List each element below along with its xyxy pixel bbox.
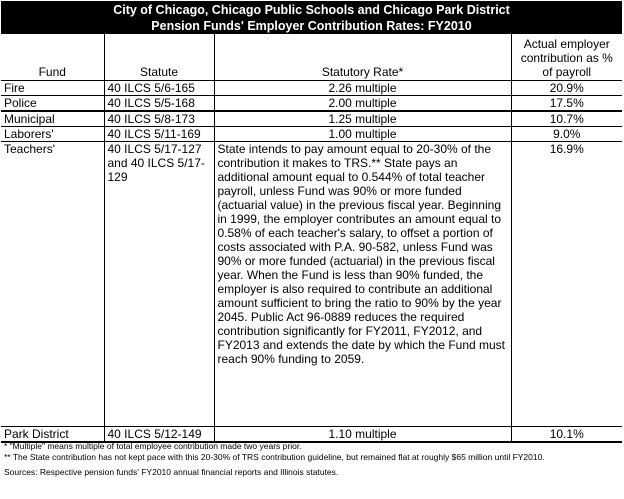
fund-cell: Police xyxy=(1,95,104,111)
actual-cell: 10.1% xyxy=(511,426,622,442)
table-row xyxy=(1,95,622,111)
actual-cell: 20.9% xyxy=(511,80,622,95)
statute-cell: 40 ILCS 5/5-168 xyxy=(104,95,214,111)
table-row xyxy=(1,426,622,442)
statute-cell: 40 ILCS 5/17-127 and 40 ILCS 5/17-129 xyxy=(104,141,214,426)
title-line-2: Pension Funds' Employer Contribution Rates: FY2010 xyxy=(151,19,472,33)
footnotes xyxy=(4,441,620,478)
header-actual-contribution: Actual employer contribution as % of payroll xyxy=(511,34,622,80)
table-row xyxy=(1,111,622,127)
header-statute: Statute xyxy=(104,34,214,80)
statute-cell: 40 ILCS 5/12-149 xyxy=(104,426,214,442)
table-row xyxy=(1,141,622,426)
rate-cell: 1.25 multiple xyxy=(214,111,511,127)
table-row xyxy=(1,80,622,95)
table-row xyxy=(1,126,622,141)
rate-cell: 2.26 multiple xyxy=(214,80,511,95)
rate-cell: 2.00 multiple xyxy=(214,95,511,111)
title-line-1: City of Chicago, Chicago Public Schools and Chicago Park District xyxy=(113,3,510,17)
fund-cell: Municipal xyxy=(1,111,104,127)
rate-cell: 1.10 multiple xyxy=(214,426,511,442)
header-statutory-rate: Statutory Rate* xyxy=(214,34,511,80)
fund-cell: Laborers' xyxy=(1,126,104,141)
contribution-rates-table xyxy=(1,34,622,443)
sources-note: Sources: Respective pension funds' FY2010 annual financial reports and Illinois statutes. xyxy=(4,467,339,477)
header-fund: Fund xyxy=(1,34,104,80)
statute-cell: 40 ILCS 5/8-173 xyxy=(104,111,214,127)
actual-cell: 10.7% xyxy=(511,111,622,127)
header-row xyxy=(1,34,622,80)
footnote-1: * "Multiple" means multiple of total employee contribution made two years prior. xyxy=(4,441,302,451)
fund-cell: Fire xyxy=(1,80,104,95)
fund-cell: Park District xyxy=(1,426,104,442)
table-title xyxy=(1,1,622,34)
actual-cell: 9.0% xyxy=(511,126,622,141)
actual-cell: 16.9% xyxy=(511,141,622,426)
rate-cell: State intends to pay amount equal to 20-30% of the contribution it makes to TRS.** State pays an additional amount equal to 0.544% of total teacher payroll, unless Fund was 90% or more funded (actuarial value) in the previous fiscal year. Beginning in 1999, the employer contributes an amount equal to 0.58% of each teacher's salary, to offset a portion of costs associated with P.A. 90-582, unless Fund was 90% or more funded (actuarial) in the previous fiscal year. When the Fund is less than 90% funded, the employer is also required to contribute an additional amount sufficient to bring the ratio to 90% by the year 2045. Public Act 96-0889 reduces the required contribution significantly for FY2011, FY2012, and FY2013 and extends the date by which the Fund must reach 90% funding to 2059. xyxy=(214,141,511,426)
statute-cell: 40 ILCS 5/6-165 xyxy=(104,80,214,95)
actual-cell: 17.5% xyxy=(511,95,622,111)
footnote-2: ** The State contribution has not kept pace with this 20-30% of TRS contribution guideline, but remained flat at roughly $65 million until FY2010. xyxy=(4,452,545,462)
rate-cell: 1.00 multiple xyxy=(214,126,511,141)
fund-cell: Teachers' xyxy=(1,141,104,426)
statute-cell: 40 ILCS 5/11-169 xyxy=(104,126,214,141)
